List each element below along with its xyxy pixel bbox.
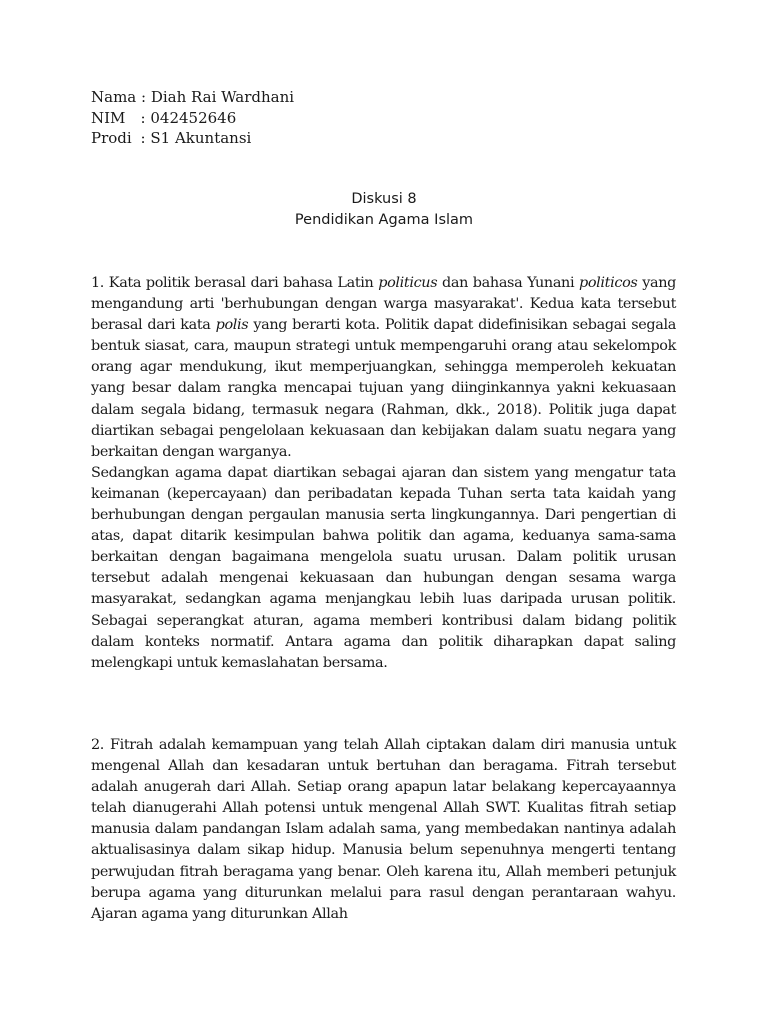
name-row: Nama : Diah Rai Wardhani [91,88,295,106]
paragraph-1-text-a: 1. Kata politik berasal dari bahasa Latin [91,275,379,291]
term-politicos: politicos [579,275,638,291]
nim-label: NIM [91,108,126,127]
course-title: Pendidikan Agama Islam [294,212,474,228]
answer-2-section [91,735,676,925]
prodi-value: S1 Akuntansi [150,129,252,147]
answer-1-section [91,273,676,674]
name-value: Diah Rai Wardhani [150,88,295,106]
nim-value: 042452646 [150,108,237,127]
prodi-row: Prodi : S1 Akuntansi [91,129,252,147]
document-title-block [0,189,768,231]
discussion-title: Diskusi 8 [351,191,417,207]
paragraph-2: Sedangkan agama dapat diartikan sebagai ajaran dan sistem yang mengatur tata keimanan (kepercayaan) dan peribadatan kepada Tuhan serta tata kaidah yang berhubungan dengan pergaulan manusia serta lingkungannya. Dari pengertian di atas, dapat ditarik kesimpulan bahwa politik dan agama, keduanya sama-sama berkaitan dengan bagaimana mengelola suatu urusan. Dalam politik urusan tersebut adalah mengenai kekuasaan dan hubungan dengan sesama warga masyarakat, sedangkan agama menjangkau lebih luas daripada urusan politik. Sebagai seperangkat aturan, agama memberi kontribusi dalam bidang politik dalam konteks normatif. Antara agama dan politik diharapkan dapat saling melengkapi untuk kemaslahatan bersama. [91,464,676,671]
name-label: Nama [91,88,137,106]
student-identity-block [91,87,294,149]
paragraph-1 [91,273,676,463]
term-polis: polis [215,317,249,334]
prodi-label: Prodi [91,129,132,147]
nim-row: NIM : 042452646 [91,108,237,127]
term-politicus: politicus [378,275,438,291]
paragraph-1-text-e: yang mengandung arti 'berhubungan dengan warga masyarakat'. Kedua kata tersebut berasal dari kata [91,275,677,334]
paragraph-3: 2. Fitrah adalah kemampuan yang telah Allah ciptakan dalam diri manusia untuk mengenal Allah dan kesadaran untuk bertuhan dan beragama. Fitrah tersebut adalah anugerah dari Allah. Setiap orang apapun latar belakang kepercayaannya telah dianugerahi Allah potensi untuk mengenal Allah SWT. Kualitas fitrah setiap manusia dalam pandangan Islam adalah sama, yang membedakan nantinya adalah aktualisasinya dalam sikap hidup. Manusia belum sepenuhnya mengerti tentang perwujudan fitrah beragama yang benar. Oleh karena itu, Allah memberi petunjuk berupa agama yang diturunkan melalui para rasul dengan perantaraan wahyu. Ajaran agama yang diturunkan Allah [91,737,676,922]
paragraph-1-text-c: dan bahasa Yunani [437,275,579,291]
paragraph-1-text-g: yang berarti kota. Politik dapat didefinisikan sebagai segala bentuk siasat, cara, maupun strategi untuk mempengaruhi orang atau sekelompok orang agar mendukung, ikut memperjuangkan, sehingga memperoleh kekuatan yang besar dalam rangka mencapai tujuan yang diinginkannya yakni kekuasaan dalam segala bidang, termasuk negara (Rahman, dkk., 2018). Politik juga dapat diartikan sebagai pengelolaan kekuasaan dan kebijakan dalam suatu negara yang berkaitan dengan warganya. [91,317,676,460]
